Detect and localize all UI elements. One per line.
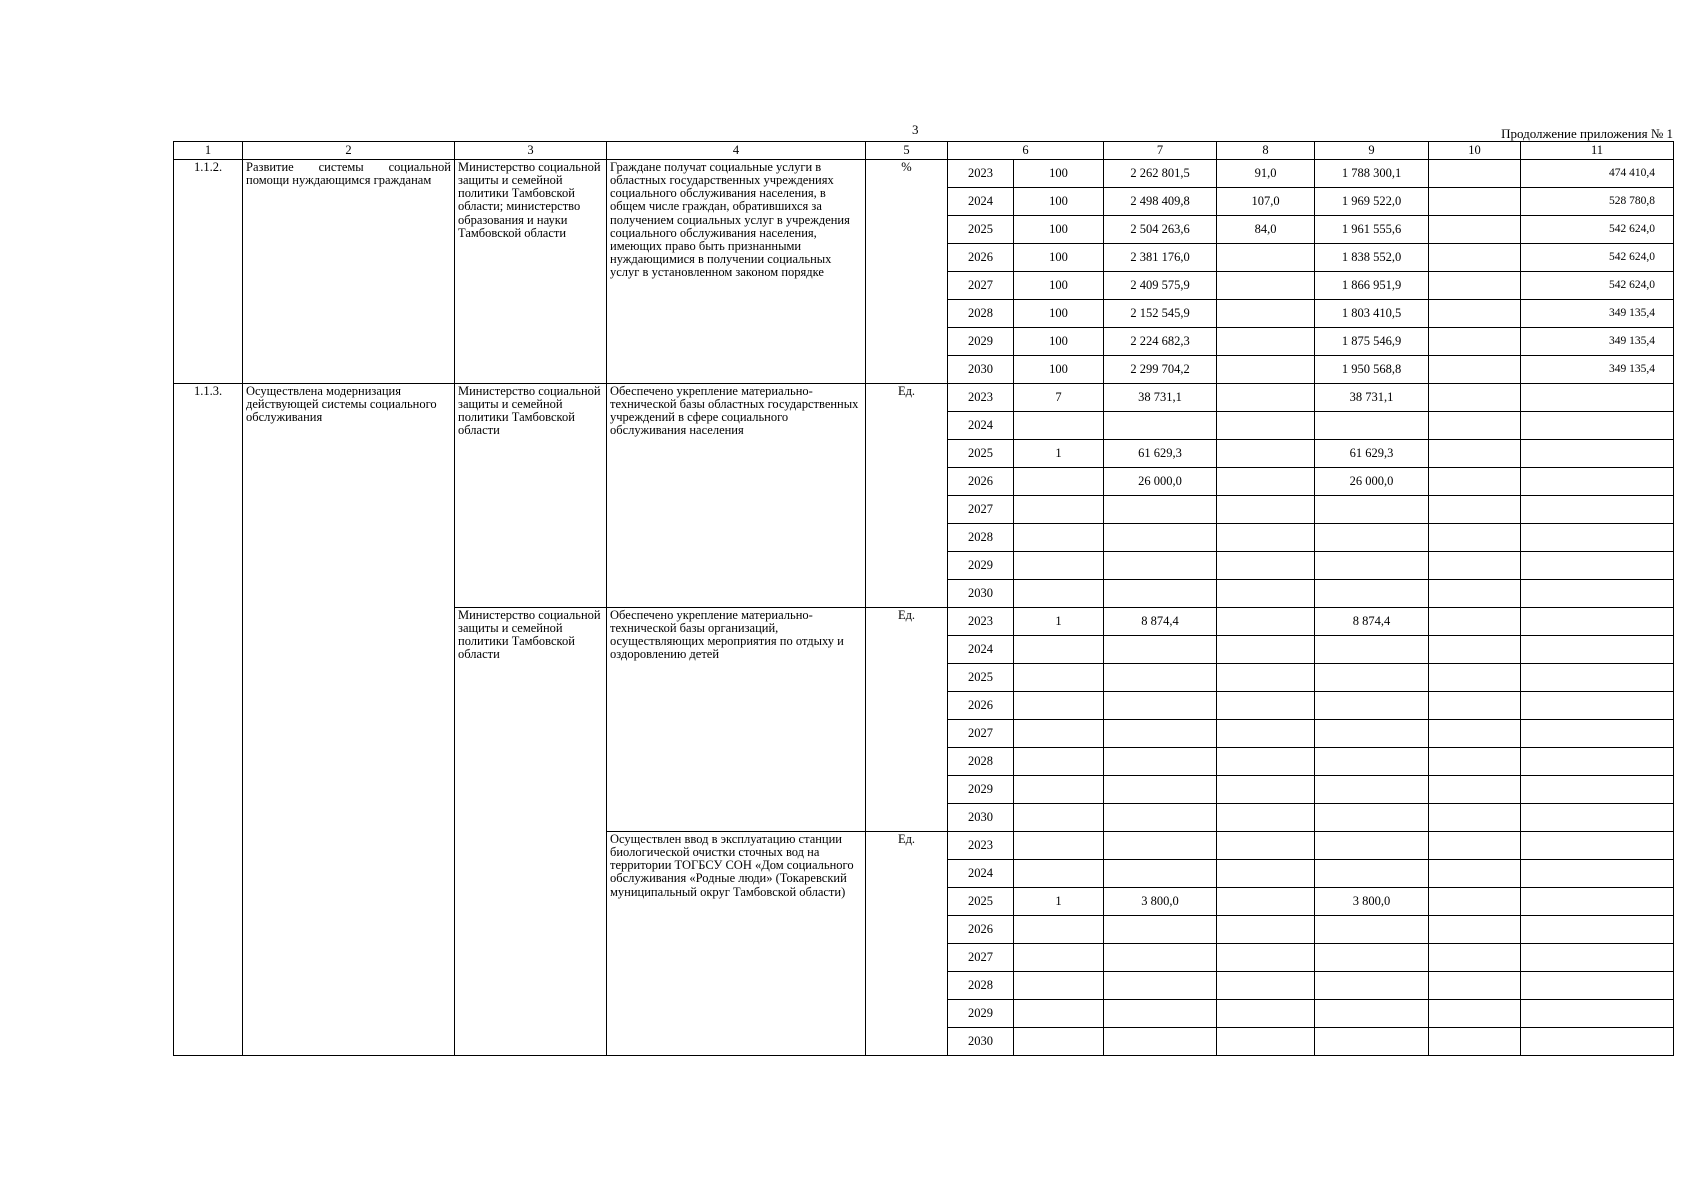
value-col-9: 1 788 300,1 (1315, 160, 1429, 188)
value-col-10 (1429, 888, 1521, 916)
year-cell: 2027 (948, 496, 1014, 524)
header-col-3: 3 (455, 142, 607, 160)
year-cell: 2028 (948, 300, 1014, 328)
header-col-6: 6 (948, 142, 1104, 160)
value-col-8 (1217, 776, 1315, 804)
value-col-9 (1315, 412, 1429, 440)
value-col-7 (1104, 720, 1217, 748)
value-col-7: 2 224 682,3 (1104, 328, 1217, 356)
value-col-11 (1521, 804, 1674, 832)
value-col-11 (1521, 608, 1674, 636)
value-col-8 (1217, 272, 1315, 300)
year-cell: 2025 (948, 440, 1014, 468)
value-col-10 (1429, 328, 1521, 356)
value-col-10 (1429, 160, 1521, 188)
value-col-8 (1217, 888, 1315, 916)
item-unit: Ед. (866, 608, 948, 832)
item-executor: Министерство социальной защиты и семейной политики Тамбовской области (455, 608, 607, 1056)
value-col-10 (1429, 692, 1521, 720)
value-col-7 (1104, 1028, 1217, 1056)
value-col-7 (1104, 412, 1217, 440)
value-col-9 (1315, 636, 1429, 664)
value-col-6: 1 (1014, 608, 1104, 636)
year-cell: 2030 (948, 356, 1014, 384)
value-col-10 (1429, 552, 1521, 580)
value-col-6 (1014, 552, 1104, 580)
value-col-8 (1217, 524, 1315, 552)
item-unit: Ед. (866, 384, 948, 608)
value-col-8 (1217, 1000, 1315, 1028)
header-col-10: 10 (1429, 142, 1521, 160)
item-result: Осуществлен ввод в эксплуатацию станции биологической очистки сточных вод на территории ТОГБСУ СОН «Дом социального обслуживания «Родные люди» (Токаревский муниципальный округ Тамбовской области) (607, 832, 866, 1056)
value-col-11 (1521, 720, 1674, 748)
value-col-8 (1217, 664, 1315, 692)
value-col-10 (1429, 188, 1521, 216)
value-col-9: 8 874,4 (1315, 608, 1429, 636)
value-col-9 (1315, 832, 1429, 860)
value-col-11 (1521, 1000, 1674, 1028)
value-col-9 (1315, 1000, 1429, 1028)
value-col-7 (1104, 860, 1217, 888)
value-col-7 (1104, 1000, 1217, 1028)
value-col-10 (1429, 356, 1521, 384)
continuation-label: Продолжение приложения № 1 (1501, 126, 1673, 141)
value-col-9: 26 000,0 (1315, 468, 1429, 496)
value-col-8 (1217, 916, 1315, 944)
value-col-9 (1315, 972, 1429, 1000)
value-col-7: 2 504 263,6 (1104, 216, 1217, 244)
value-col-10 (1429, 636, 1521, 664)
item-name: Осуществлена модернизация действующей системы социального обслуживания (243, 384, 455, 1056)
header-col-4: 4 (607, 142, 866, 160)
value-col-9 (1315, 804, 1429, 832)
item-unit: Ед. (866, 832, 948, 1056)
item-result: Обеспечено укрепление материально-технической базы организаций, осуществляющих мероприятия по отдыху и оздоровлению детей (607, 608, 866, 832)
value-col-10 (1429, 1028, 1521, 1056)
value-col-10 (1429, 832, 1521, 860)
value-col-7: 2 381 176,0 (1104, 244, 1217, 272)
value-col-8 (1217, 244, 1315, 272)
year-cell: 2026 (948, 468, 1014, 496)
value-col-11: 528 780,8 (1521, 188, 1674, 216)
value-col-6: 1 (1014, 440, 1104, 468)
value-col-11: 542 624,0 (1521, 272, 1674, 300)
value-col-10 (1429, 972, 1521, 1000)
value-col-8 (1217, 748, 1315, 776)
year-cell: 2029 (948, 1000, 1014, 1028)
value-col-11: 474 410,4 (1521, 160, 1674, 188)
value-col-10 (1429, 272, 1521, 300)
value-col-7 (1104, 664, 1217, 692)
year-cell: 2026 (948, 244, 1014, 272)
value-col-9 (1315, 776, 1429, 804)
value-col-10 (1429, 524, 1521, 552)
value-col-7: 3 800,0 (1104, 888, 1217, 916)
value-col-7 (1104, 944, 1217, 972)
value-col-8 (1217, 412, 1315, 440)
year-cell: 2026 (948, 916, 1014, 944)
value-col-7: 2 152 545,9 (1104, 300, 1217, 328)
value-col-6 (1014, 972, 1104, 1000)
value-col-10 (1429, 608, 1521, 636)
value-col-9: 1 950 568,8 (1315, 356, 1429, 384)
value-col-9 (1315, 748, 1429, 776)
value-col-11: 349 135,4 (1521, 328, 1674, 356)
value-col-10 (1429, 944, 1521, 972)
year-cell: 2024 (948, 412, 1014, 440)
item-result: Граждане получат социальные услуги в областных государственных учреждениях социального обслуживания населения, в общем числе граждан, обратившихся за получением социальных услуг в учреждения социального обслуживания населения, имеющих право быть признанными нуждающимися в получении социальных услуг в установленном законом порядке (607, 160, 866, 384)
value-col-8 (1217, 356, 1315, 384)
value-col-8: 91,0 (1217, 160, 1315, 188)
value-col-8 (1217, 972, 1315, 1000)
value-col-6 (1014, 580, 1104, 608)
value-col-7 (1104, 496, 1217, 524)
table-row (174, 160, 1674, 188)
value-col-9: 61 629,3 (1315, 440, 1429, 468)
value-col-10 (1429, 916, 1521, 944)
year-cell: 2030 (948, 580, 1014, 608)
value-col-9 (1315, 916, 1429, 944)
value-col-11 (1521, 524, 1674, 552)
item-code: 1.1.3. (174, 384, 243, 1056)
value-col-8: 84,0 (1217, 216, 1315, 244)
value-col-7: 38 731,1 (1104, 384, 1217, 412)
item-name: Развитие системы социальной помощи нуждающимся гражданам (243, 160, 455, 384)
value-col-6 (1014, 748, 1104, 776)
value-col-8 (1217, 552, 1315, 580)
value-col-6: 100 (1014, 160, 1104, 188)
value-col-10 (1429, 440, 1521, 468)
appendix-table (173, 141, 1674, 1056)
value-col-7: 2 299 704,2 (1104, 356, 1217, 384)
value-col-7 (1104, 524, 1217, 552)
value-col-6 (1014, 524, 1104, 552)
value-col-11 (1521, 440, 1674, 468)
value-col-8 (1217, 860, 1315, 888)
year-cell: 2027 (948, 944, 1014, 972)
item-result: Обеспечено укрепление материально-технической базы областных государственных учреждений в сфере социального обслуживания населения (607, 384, 866, 608)
value-col-10 (1429, 748, 1521, 776)
value-col-9 (1315, 580, 1429, 608)
value-col-6 (1014, 468, 1104, 496)
value-col-6 (1014, 832, 1104, 860)
value-col-6: 100 (1014, 188, 1104, 216)
value-col-6 (1014, 944, 1104, 972)
value-col-8 (1217, 636, 1315, 664)
value-col-6: 100 (1014, 300, 1104, 328)
value-col-10 (1429, 664, 1521, 692)
value-col-10 (1429, 804, 1521, 832)
value-col-11 (1521, 972, 1674, 1000)
year-cell: 2025 (948, 664, 1014, 692)
year-cell: 2028 (948, 524, 1014, 552)
value-col-8 (1217, 804, 1315, 832)
item-executor: Министерство социальной защиты и семейной политики Тамбовской области (455, 384, 607, 608)
value-col-10 (1429, 496, 1521, 524)
value-col-7 (1104, 972, 1217, 1000)
value-col-9 (1315, 496, 1429, 524)
header-col-11: 11 (1521, 142, 1674, 160)
value-col-11 (1521, 692, 1674, 720)
year-cell: 2027 (948, 720, 1014, 748)
value-col-8 (1217, 440, 1315, 468)
value-col-11 (1521, 468, 1674, 496)
item-executor: Министерство социальной защиты и семейной политики Тамбовской области; министерство образования и науки Тамбовской области (455, 160, 607, 384)
value-col-8 (1217, 496, 1315, 524)
value-col-9 (1315, 944, 1429, 972)
value-col-8: 107,0 (1217, 188, 1315, 216)
value-col-7: 2 409 575,9 (1104, 272, 1217, 300)
value-col-8 (1217, 720, 1315, 748)
value-col-10 (1429, 468, 1521, 496)
value-col-11: 349 135,4 (1521, 356, 1674, 384)
value-col-7: 61 629,3 (1104, 440, 1217, 468)
value-col-8 (1217, 832, 1315, 860)
header-col-8: 8 (1217, 142, 1315, 160)
header-col-5: 5 (866, 142, 948, 160)
value-col-8 (1217, 468, 1315, 496)
year-cell: 2029 (948, 776, 1014, 804)
year-cell: 2026 (948, 692, 1014, 720)
value-col-7 (1104, 832, 1217, 860)
value-col-6 (1014, 804, 1104, 832)
value-col-8 (1217, 608, 1315, 636)
year-cell: 2023 (948, 384, 1014, 412)
value-col-7 (1104, 916, 1217, 944)
header-col-2: 2 (243, 142, 455, 160)
value-col-11 (1521, 1028, 1674, 1056)
year-cell: 2023 (948, 832, 1014, 860)
value-col-7 (1104, 552, 1217, 580)
value-col-10 (1429, 244, 1521, 272)
value-col-9: 1 969 522,0 (1315, 188, 1429, 216)
value-col-8 (1217, 300, 1315, 328)
value-col-11 (1521, 944, 1674, 972)
year-cell: 2024 (948, 636, 1014, 664)
value-col-8 (1217, 1028, 1315, 1056)
value-col-9: 3 800,0 (1315, 888, 1429, 916)
year-cell: 2029 (948, 552, 1014, 580)
value-col-9 (1315, 1028, 1429, 1056)
value-col-10 (1429, 860, 1521, 888)
value-col-10 (1429, 776, 1521, 804)
value-col-11: 542 624,0 (1521, 244, 1674, 272)
header-col-7: 7 (1104, 142, 1217, 160)
value-col-7: 26 000,0 (1104, 468, 1217, 496)
value-col-9: 1 803 410,5 (1315, 300, 1429, 328)
year-cell: 2025 (948, 888, 1014, 916)
table-row (174, 384, 1674, 412)
value-col-7 (1104, 748, 1217, 776)
page-number: 3 (912, 122, 919, 137)
value-col-9 (1315, 552, 1429, 580)
year-cell: 2025 (948, 216, 1014, 244)
value-col-7: 8 874,4 (1104, 608, 1217, 636)
value-col-9: 1 838 552,0 (1315, 244, 1429, 272)
value-col-9 (1315, 524, 1429, 552)
value-col-8 (1217, 328, 1315, 356)
value-col-11 (1521, 832, 1674, 860)
year-cell: 2024 (948, 860, 1014, 888)
year-cell: 2027 (948, 272, 1014, 300)
value-col-6: 100 (1014, 328, 1104, 356)
header-col-9: 9 (1315, 142, 1429, 160)
value-col-9: 1 961 555,6 (1315, 216, 1429, 244)
value-col-11 (1521, 552, 1674, 580)
year-cell: 2028 (948, 972, 1014, 1000)
value-col-6 (1014, 1000, 1104, 1028)
value-col-8 (1217, 944, 1315, 972)
value-col-10 (1429, 216, 1521, 244)
value-col-7 (1104, 692, 1217, 720)
value-col-11 (1521, 776, 1674, 804)
item-unit: % (866, 160, 948, 384)
value-col-6: 7 (1014, 384, 1104, 412)
value-col-6 (1014, 664, 1104, 692)
value-col-11 (1521, 888, 1674, 916)
year-cell: 2030 (948, 804, 1014, 832)
value-col-7: 2 498 409,8 (1104, 188, 1217, 216)
value-col-11 (1521, 580, 1674, 608)
value-col-11 (1521, 916, 1674, 944)
value-col-10 (1429, 300, 1521, 328)
value-col-7 (1104, 636, 1217, 664)
value-col-10 (1429, 720, 1521, 748)
header-col-1: 1 (174, 142, 243, 160)
value-col-11: 349 135,4 (1521, 300, 1674, 328)
value-col-7: 2 262 801,5 (1104, 160, 1217, 188)
value-col-6: 100 (1014, 356, 1104, 384)
value-col-6: 1 (1014, 888, 1104, 916)
value-col-6: 100 (1014, 244, 1104, 272)
value-col-10 (1429, 580, 1521, 608)
value-col-8 (1217, 580, 1315, 608)
value-col-6 (1014, 916, 1104, 944)
year-cell: 2023 (948, 608, 1014, 636)
value-col-8 (1217, 692, 1315, 720)
value-col-9 (1315, 720, 1429, 748)
value-col-6 (1014, 860, 1104, 888)
value-col-9 (1315, 692, 1429, 720)
value-col-11 (1521, 412, 1674, 440)
value-col-10 (1429, 412, 1521, 440)
value-col-11 (1521, 496, 1674, 524)
value-col-6 (1014, 496, 1104, 524)
value-col-6 (1014, 720, 1104, 748)
value-col-11 (1521, 384, 1674, 412)
year-cell: 2028 (948, 748, 1014, 776)
value-col-11 (1521, 664, 1674, 692)
value-col-6: 100 (1014, 272, 1104, 300)
value-col-9 (1315, 860, 1429, 888)
value-col-10 (1429, 384, 1521, 412)
value-col-8 (1217, 384, 1315, 412)
value-col-9 (1315, 664, 1429, 692)
value-col-11 (1521, 748, 1674, 776)
value-col-6 (1014, 1028, 1104, 1056)
value-col-7 (1104, 580, 1217, 608)
value-col-6 (1014, 412, 1104, 440)
header-row (174, 142, 1674, 160)
year-cell: 2024 (948, 188, 1014, 216)
value-col-11: 542 624,0 (1521, 216, 1674, 244)
year-cell: 2023 (948, 160, 1014, 188)
value-col-10 (1429, 1000, 1521, 1028)
value-col-11 (1521, 636, 1674, 664)
value-col-6: 100 (1014, 216, 1104, 244)
value-col-7 (1104, 776, 1217, 804)
value-col-6 (1014, 776, 1104, 804)
year-cell: 2030 (948, 1028, 1014, 1056)
value-col-6 (1014, 636, 1104, 664)
value-col-6 (1014, 692, 1104, 720)
year-cell: 2029 (948, 328, 1014, 356)
item-code: 1.1.2. (174, 160, 243, 384)
value-col-9: 1 866 951,9 (1315, 272, 1429, 300)
value-col-11 (1521, 860, 1674, 888)
value-col-9: 38 731,1 (1315, 384, 1429, 412)
value-col-7 (1104, 804, 1217, 832)
value-col-9: 1 875 546,9 (1315, 328, 1429, 356)
